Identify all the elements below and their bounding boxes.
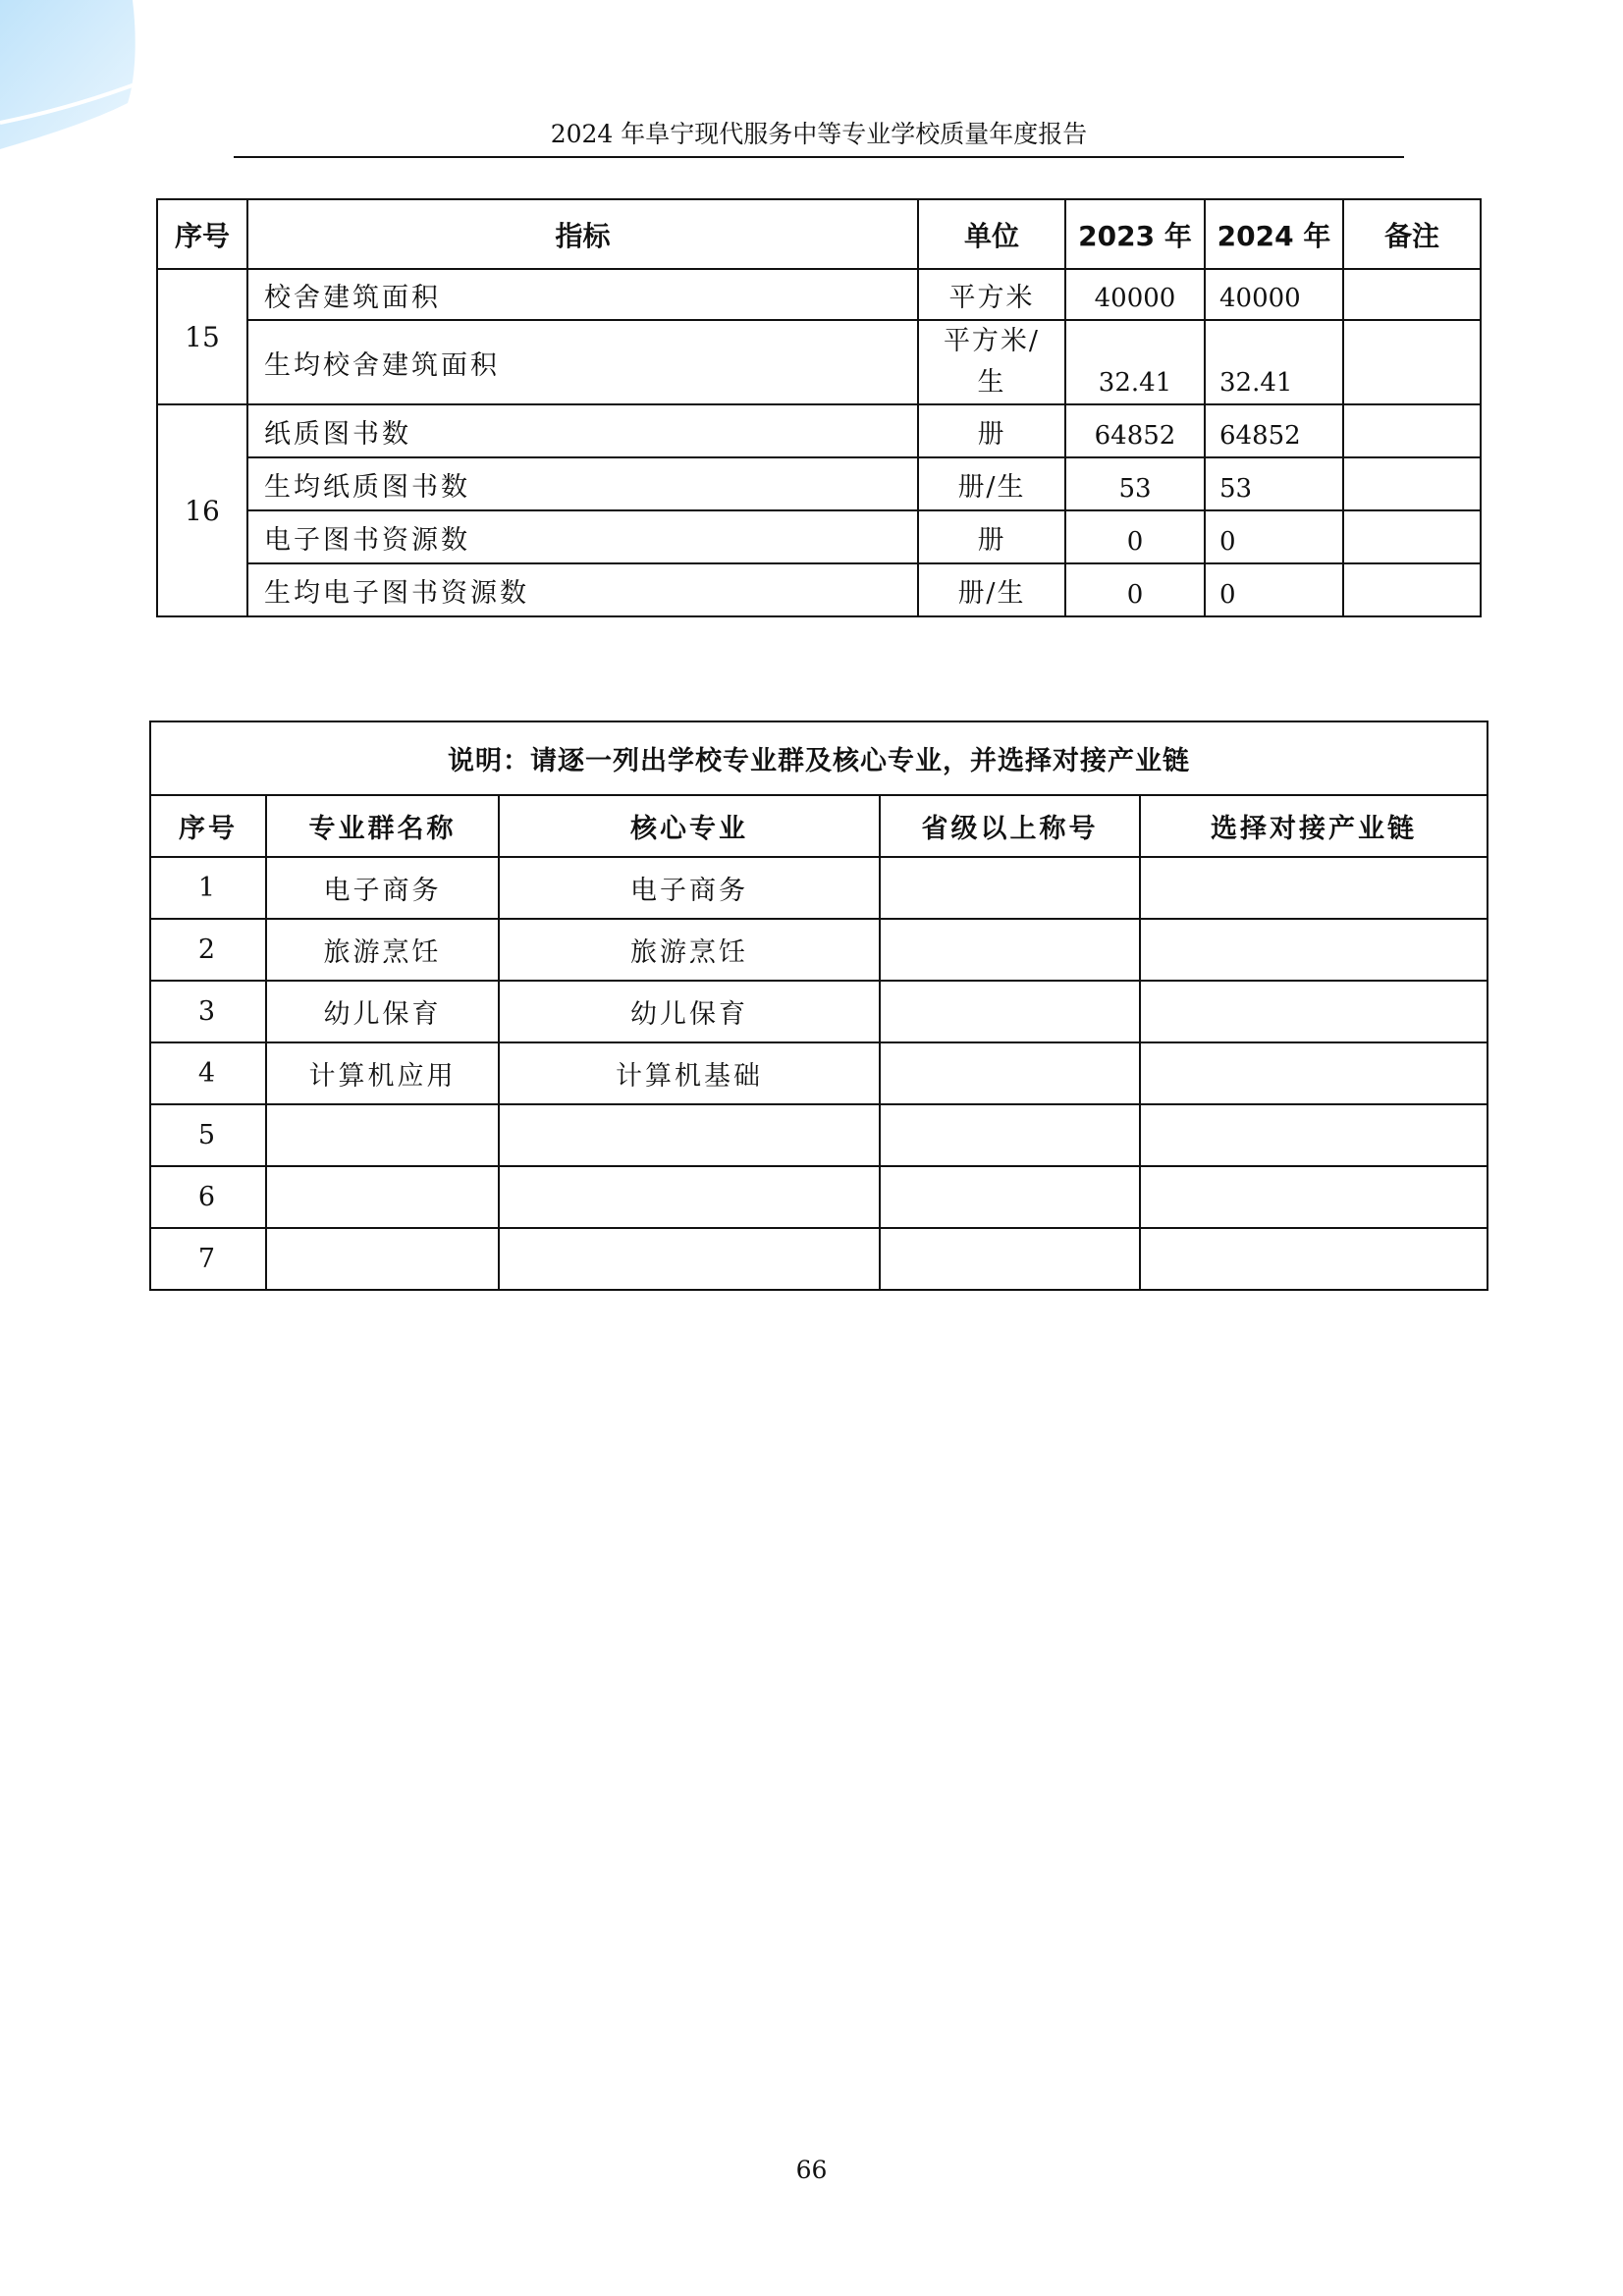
indicator-cell: 生均电子图书资源数 [247,563,918,616]
table-row [150,1228,1488,1290]
indicator-table [156,198,1482,617]
header-rule [234,156,1404,158]
seq-cell: 1 [150,857,266,919]
indicator-cell: 纸质图书数 [247,404,918,457]
header-group-name: 专业群名称 [266,795,499,857]
core-major-cell [499,1166,880,1228]
provincial-title-cell [880,1228,1140,1290]
corner-decoration [0,0,147,157]
group-name-cell: 电子商务 [266,857,499,919]
table-row [157,320,1481,404]
value-2024-cell: 53 [1205,457,1343,510]
unit-cell: 册/生 [918,457,1065,510]
table-row [150,919,1488,981]
provincial-title-cell [880,981,1140,1042]
specialty-table-body [150,857,1488,1290]
core-major-cell: 幼儿保育 [499,981,880,1042]
unit-cell: 册 [918,404,1065,457]
core-major-cell [499,1104,880,1166]
header-industry-chain: 选择对接产业链 [1140,795,1488,857]
provincial-title-cell [880,1104,1140,1166]
provincial-title-cell [880,1166,1140,1228]
table-caption: 说明：请逐一列出学校专业群及核心专业，并选择对接产业链 [150,721,1488,795]
industry-chain-cell [1140,919,1488,981]
seq-cell: 15 [157,269,247,404]
industry-chain-cell [1140,1228,1488,1290]
value-2023-cell: 40000 [1065,269,1205,320]
group-name-cell [266,1228,499,1290]
table-header-row [157,199,1481,269]
value-2024-cell: 40000 [1205,269,1343,320]
table-row [150,857,1488,919]
provincial-title-cell [880,857,1140,919]
table-row [150,981,1488,1042]
core-major-cell: 计算机基础 [499,1042,880,1104]
core-major-cell: 旅游烹饪 [499,919,880,981]
note-cell [1343,404,1481,457]
seq-cell: 4 [150,1042,266,1104]
group-name-cell [266,1166,499,1228]
page-number: 66 [795,2156,828,2184]
header-core-major: 核心专业 [499,795,880,857]
note-cell [1343,320,1481,404]
table-row [157,563,1481,616]
specialty-group-table [149,721,1488,1291]
group-name-cell [266,1104,499,1166]
seq-cell: 16 [157,404,247,616]
core-major-cell: 电子商务 [499,857,880,919]
header-indicator: 指标 [247,199,918,269]
header-2023: 2023 年 [1065,199,1205,269]
seq-cell: 6 [150,1166,266,1228]
header-note: 备注 [1343,199,1481,269]
table-caption-row [150,721,1488,795]
unit-cell: 册/生 [918,563,1065,616]
table-row [157,404,1481,457]
indicator-cell: 校舍建筑面积 [247,269,918,320]
table-row [157,269,1481,320]
indicator-cell: 生均纸质图书数 [247,457,918,510]
seq-cell: 3 [150,981,266,1042]
value-2024-cell: 0 [1205,510,1343,563]
industry-chain-cell [1140,981,1488,1042]
table-row [150,1104,1488,1166]
group-name-cell: 计算机应用 [266,1042,499,1104]
table-row [150,1166,1488,1228]
industry-chain-cell [1140,857,1488,919]
unit-cell: 平方米 [918,269,1065,320]
value-2023-cell: 32.41 [1065,320,1205,404]
value-2023-cell: 64852 [1065,404,1205,457]
unit-cell [918,320,1065,404]
page-header: 2024 年阜宁现代服务中等专业学校质量年度报告 [550,120,1088,148]
seq-cell: 2 [150,919,266,981]
value-2024-cell: 64852 [1205,404,1343,457]
industry-chain-cell [1140,1042,1488,1104]
group-name-cell: 幼儿保育 [266,981,499,1042]
provincial-title-cell [880,919,1140,981]
unit-line: 生 [977,367,1006,398]
value-2023-cell: 53 [1065,457,1205,510]
provincial-title-cell [880,1042,1140,1104]
value-2023-cell: 0 [1065,510,1205,563]
group-name-cell: 旅游烹饪 [266,919,499,981]
value-2023-cell: 0 [1065,563,1205,616]
note-cell [1343,457,1481,510]
header-provincial-title: 省级以上称号 [880,795,1140,857]
unit-cell: 册 [918,510,1065,563]
indicator-cell: 电子图书资源数 [247,510,918,563]
table-row [150,1042,1488,1104]
header-unit: 单位 [918,199,1065,269]
industry-chain-cell [1140,1104,1488,1166]
note-cell [1343,510,1481,563]
header-seq: 序号 [157,199,247,269]
indicator-cell: 生均校舍建筑面积 [247,320,918,404]
table-row [157,457,1481,510]
note-cell [1343,563,1481,616]
table-header-row [150,795,1488,857]
seq-cell: 7 [150,1228,266,1290]
industry-chain-cell [1140,1166,1488,1228]
value-2024-cell: 0 [1205,563,1343,616]
core-major-cell [499,1228,880,1290]
seq-cell: 5 [150,1104,266,1166]
value-2024-cell: 32.41 [1205,320,1343,404]
header-2024: 2024 年 [1205,199,1343,269]
header-seq: 序号 [150,795,266,857]
table-row [157,510,1481,563]
note-cell [1343,269,1481,320]
unit-line: 平方米/ [943,326,1041,356]
